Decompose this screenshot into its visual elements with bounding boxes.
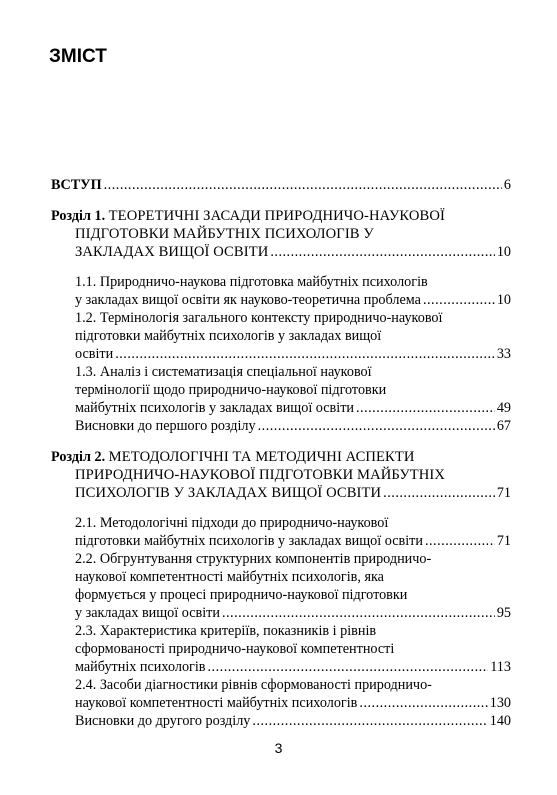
section-line: майбутніх психологів [75,659,206,675]
toc-page-number: 10 [496,292,511,308]
section-line: 1.2. Термінологія загального контексту природничо-наукової [75,310,443,326]
page-number: 3 [274,740,283,756]
section-line: підготовки майбутніх психологів у закладах вищої освіти [75,533,423,549]
leader-dots [383,484,495,502]
section-line: наукової компетентності майбутніх психологів, яка [75,569,384,585]
toc-page-number: 67 [496,418,511,434]
toc-entry-label: ВСТУП [51,177,102,193]
toc-page-number: 49 [496,400,511,416]
section-line: підготовки майбутніх психологів у закладах вищої [75,328,382,344]
section-line: 2.1. Методологічні підходи до природничо-наукової [75,515,389,531]
section-line: формується у процесі природничо-наукової підготовки [75,587,408,603]
leader-dots [356,399,495,417]
toc-entry-1-3 [75,399,511,417]
leader-dots [115,345,495,363]
chapter2-title-last [75,484,511,502]
chapter1-title-line: ПІДГОТОВКИ МАЙБУТНІХ ПСИХОЛОГІВ У [75,226,374,242]
chapter2-heading [51,448,415,466]
chapter1-title-line: ТЕОРЕТИЧНІ ЗАСАДИ ПРИРОДНИЧО-НАУКОВОЇ [108,208,445,224]
leader-dots [258,417,495,435]
section-line: 1.1. Природничо-наукова підготовка майбутніх психологів [75,274,428,290]
toc-page-number: 71 [496,485,511,501]
toc-page-number: 6 [503,177,511,193]
toc-page-number: 130 [489,695,511,711]
toc-entry-2-2 [75,604,511,622]
section-line: 1.3. Аналіз і систематизація спеціальної наукової [75,364,372,380]
section-line: наукової компетентності майбутніх психологів [75,695,358,711]
section-line: Висновки до другого розділу [75,713,251,729]
chapter2-title-line: ПСИХОЛОГІВ У ЗАКЛАДАХ ВИЩОЇ ОСВІТИ [75,485,382,501]
section-line: у закладах вищої освіти як науково-теоретична проблема [75,292,421,308]
section-line: 2.3. Характеристика критеріїв, показників і рівнів [75,623,377,639]
leader-dots [425,532,495,550]
toc-entry-1-1 [75,291,511,309]
chapter2-title-line: ПРИРОДНИЧО-НАУКОВОЇ ПІДГОТОВКИ МАЙБУТНІХ [75,467,446,483]
chapter1-heading [51,207,445,225]
toc-page-number: 33 [496,346,511,362]
toc-page-number: 71 [496,533,511,549]
leader-dots [222,604,495,622]
toc-entry-conclusions-2 [75,712,511,730]
leader-dots [270,243,494,261]
section-line: 2.4. Засоби діагностики рівнів сформованості природничо- [75,677,432,693]
toc-page-number: 95 [496,605,511,621]
toc-page-number: 140 [489,713,511,729]
toc-entry-intro [51,176,511,194]
chapter2-label: Розділ 2. [51,449,106,465]
toc-page-number: 10 [496,244,511,260]
page-title: ЗМІСТ [49,46,107,67]
section-line: Висновки до першого розділу [75,418,256,434]
chapter2-title-line: МЕТОДОЛОГІЧНІ ТА МЕТОДИЧНІ АСПЕКТИ [108,449,415,465]
toc-entry-conclusions-1 [75,417,511,435]
toc-entry-2-4 [75,694,511,712]
chapter1-title-line: ЗАКЛАДАХ ВИЩОЇ ОСВІТИ [75,244,269,260]
chapter1-title-last [75,243,511,261]
leader-dots [359,694,487,712]
section-line: у закладах вищої освіти [75,605,220,621]
section-line: термінології щодо природничо-наукової підготовки [75,382,387,398]
toc-entry-1-2 [75,345,511,363]
toc-page-number: 113 [490,659,511,675]
toc-entry-2-1 [75,532,511,550]
section-line: 2.2. Обгрунтування структурних компонентів природничо- [75,551,432,567]
section-line: сформованості природничо-наукової компетентності [75,641,395,657]
chapter1-label: Розділ 1. [51,208,106,224]
section-line: майбутніх психологів у закладах вищої освіти [75,400,354,416]
leader-dots [252,712,487,730]
leader-dots [423,291,495,309]
toc-entry-2-3 [75,658,511,676]
leader-dots [104,176,502,194]
leader-dots [208,658,489,676]
section-line: освіти [75,346,114,362]
